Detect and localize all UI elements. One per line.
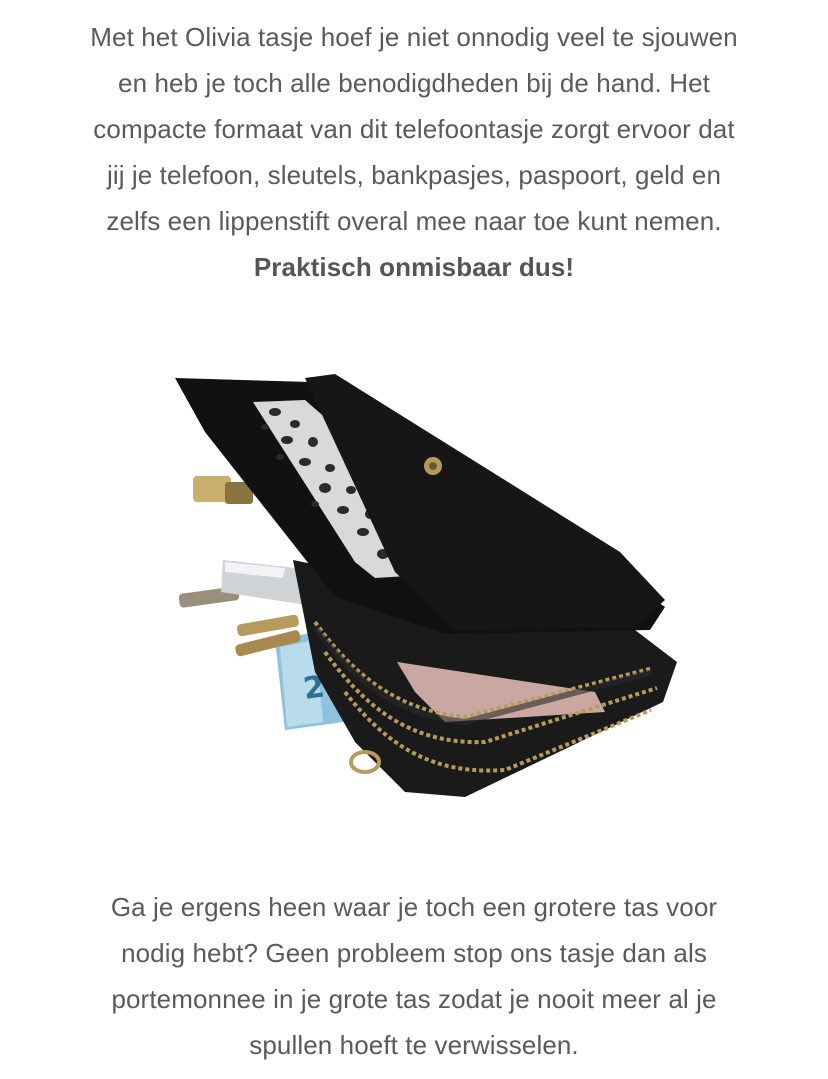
intro-line: jij je telefoon, sleutels, bankpasjes, paspoort, geld en [106,160,722,190]
intro-line: zelfs een lippenstift overal mee naar toe kunt nemen. [106,206,722,236]
outro-line: nodig hebt? Geen probleem stop ons tasje dan als [121,938,707,968]
outro-line: portemonnee in je grote tas zodat je nooit meer al je [111,984,717,1014]
intro-line: en heb je toch alle benodigdheden bij de hand. Het [118,68,710,98]
outro-paragraph [40,884,788,1068]
product-image-wallet [165,372,685,802]
intro-emphasis: Praktisch onmisbaar dus! [253,252,575,282]
intro-paragraph [40,14,788,290]
intro-line: compacte formaat van dit telefoontasje zorgt ervoor dat [93,114,735,144]
outro-line: Ga je ergens heen waar je toch een grotere tas voor [110,892,718,922]
outro-line: spullen hoeft te verwisselen. [249,1030,579,1060]
intro-line: Met het Olivia tasje hoef je niet onnodig veel te sjouwen [90,22,738,52]
